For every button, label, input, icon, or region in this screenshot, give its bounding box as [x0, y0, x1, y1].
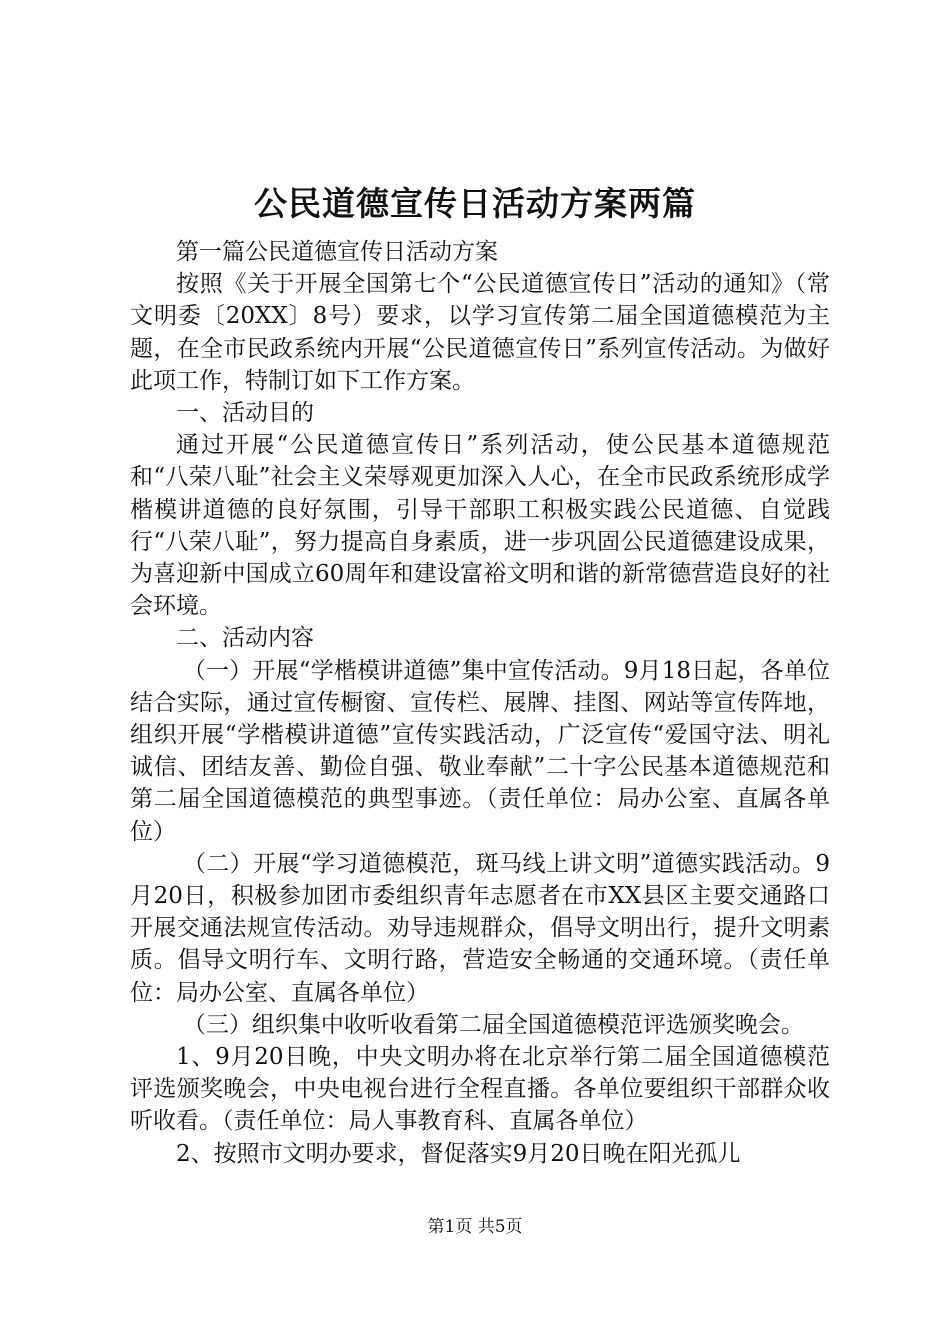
- section-heading-purpose: 一、活动目的: [176, 400, 314, 427]
- paragraph-item-3: （三）组织集中收听收看第二届全国道德模范评选颁奖晚会。: [182, 1011, 804, 1038]
- paragraph-subitem-2: 2、按照市文明办要求，督促落实9月20日晚在阳光孤儿: [176, 1140, 741, 1167]
- section-heading-content: 二、活动内容: [176, 625, 314, 652]
- document-title: 公民道德宣传日活动方案两篇: [254, 184, 696, 223]
- paragraph-subitem-1: 1、9月20日晚，中央文明办将在北京举行第二届全国道德模范评选颁奖晚会，中央电视台进行全程直播。各单位要组织干部群众收听收看。（责任单位：局人事教育科、直属各单位）: [130, 1044, 830, 1135]
- paragraph-intro: 按照《关于开展全国第七个“公民道德宣传日”活动的通知》（常文明委〔20XX〕8号）要求，以学习宣传第二届全国道德模范为主题，在全市民政系统内开展“公民道德宣传日”系列宣传活动。为做好此项工作，特制订如下工作方案。: [130, 271, 830, 394]
- document-body: [130, 236, 830, 1170]
- paragraph-item-1: （一）开展“学楷模讲道德”集中宣传活动。9月18日起，各单位结合实际，通过宣传橱窗、宣传栏、展牌、挂图、网站等宣传阵地，组织开展“学楷模讲道德”宣传实践活动，广泛宣传“爱国守法、明礼诚信、团结友善、勤俭自强、敬业奉献”二十字公民基本道德规范和第二届全国道德模范的典型事迹。（责任单位：局办公室、直属各单位）: [130, 657, 830, 845]
- page-footer: 第1页 共5页: [427, 1217, 523, 1237]
- section-heading-first-part: 第一篇公民道德宣传日活动方案: [176, 239, 498, 265]
- paragraph-purpose: 通过开展“公民道德宣传日”系列活动，使公民基本道德规范和“八荣八耻”社会主义荣辱观更加深入人心，在全市民政系统形成学楷模讲道德的良好氛围，引导干部职工积极实践公民道德、自觉践行“八荣八耻”，努力提高自身素质，进一步巩固公民道德建设成果，为喜迎新中国成立60周年和建设富裕文明和谐的新常德营造良好的社会环境。: [130, 432, 830, 620]
- paragraph-item-2: （二）开展“学习道德模范，斑马线上讲文明”道德实践活动。9月20日，积极参加团市委组织青年志愿者在市XX县区主要交通路口开展交通法规宣传活动。劝导违规群众，倡导文明出行，提升文明素质。倡导文明行车、文明行路，营造安全畅通的交通环境。（责任单位：局办公室、直属各单位）: [130, 850, 830, 1006]
